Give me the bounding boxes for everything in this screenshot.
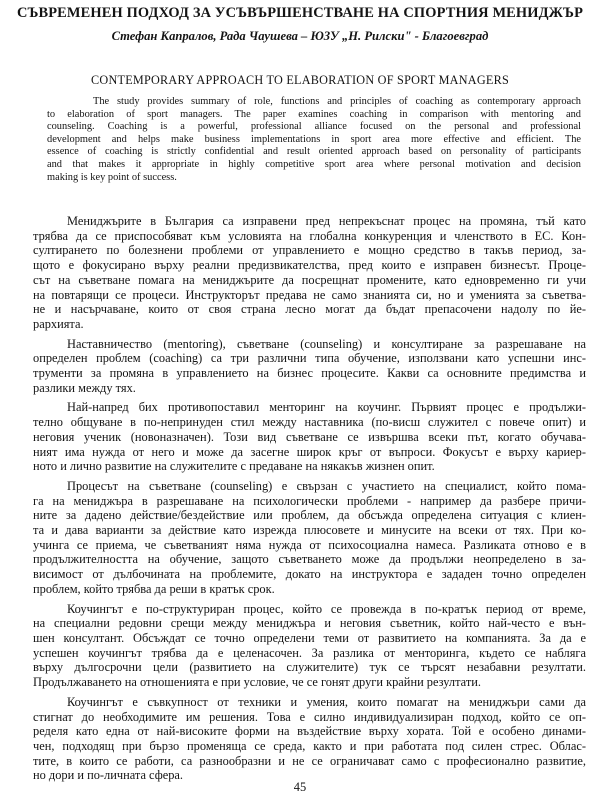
body-line: на повтарящи се процеси. Инструкторът предава не само знанията си, но и уменията за съветва- xyxy=(33,287,586,302)
body-line: султирането по болезнени проблеми от управлението е мощно средство в такъв период, за- xyxy=(33,243,586,258)
body-line: стигнат до необходимите им решения. Това е силно индивидуализиран подход, който се оп- xyxy=(33,709,586,724)
body-line: тите, в които се работи, са разнообразни и не се ограничават само с професионално развитие, xyxy=(33,753,586,768)
body-line: ределя като една от най-високите форми на въздействие върху хората. Той е особено динами- xyxy=(33,724,586,739)
body-paragraph xyxy=(33,400,586,474)
abstract-line: and that makes it appropriate in highly competitive sport area where personal motivation and decision xyxy=(47,158,581,170)
body-line: ното и лично развитие на служителите с предаване на някакъв жизнен опит. xyxy=(33,459,435,474)
body-line: ният има нужда от него и може да засегне широк кръг от въпроси. Фокусът е върху кариер- xyxy=(33,444,586,459)
abstract-line: counseling. Coaching is a powerful, professional alliance focused on the personal and professional xyxy=(47,121,581,133)
body-line: Коучингът е по-структуриран процес, който се провежда в по-кратък период от време, xyxy=(67,601,586,616)
body-line: Продължаването на отношенията е при условие, че се гонят други крайни резултати. xyxy=(33,675,482,690)
body-line: трябва да се приспособяват към условията на глобална конкуренция и членството в ЕС. Кон- xyxy=(33,228,586,243)
body-line: разлики между тях. xyxy=(33,380,136,395)
body-line: Коучингът е съвкупност от техники и умения, които помагат на мениджъри сами да xyxy=(67,694,586,709)
body-line: проблем, който трябва да реши в кратък срок. xyxy=(33,581,275,596)
body-paragraph xyxy=(33,337,586,396)
body-line: учинга се приема, че съветваният няма нужда от психосоциална намеса. Разликата отново е в xyxy=(33,537,586,552)
body-line: Процесът на съветване (counseling) е свързан с участието на специалист, който пома- xyxy=(67,478,586,493)
body-line: успешен коучингът трябва да е целенасочен. За разлика от менторинга, където се наблягa xyxy=(33,645,586,660)
body-line: неговия ученик (новоназначен). Този вид съветване се извършва всеки път, когато обучава- xyxy=(33,429,586,444)
abstract-paragraph xyxy=(47,96,581,184)
article-title: СЪВРЕМЕНЕН ПОДХОД ЗА УСЪВЪРШЕНСТВАНЕ НА СПОРТНИЯ МЕНИДЖЪР xyxy=(16,5,584,21)
body-line: га на мениджъра в разрешаване на психологически проблеми - например да разбере причи- xyxy=(33,493,586,508)
body-line: висимост от дълбочината на проблемите, докато на инструктора е зададен точно определен xyxy=(33,567,586,582)
body-paragraph xyxy=(33,695,586,783)
body-line: Мениджърите в България са изправени пред непрекъснат процес на промяна, тъй като xyxy=(67,214,586,228)
body-line: определен проблем (coaching) са три различни типа обучение, използвани като успешни инс- xyxy=(33,351,586,366)
body-paragraph xyxy=(33,479,586,597)
abstract-line: making is key point of success. xyxy=(47,171,177,183)
article-authors: Стефан Капралов, Рада Чаушева – ЮЗУ „Н. Рилски" - Благоевград xyxy=(111,29,489,43)
body-line: не и насърчаване, които от своя страна лесно могат да бъдат препасочени надолу по йе- xyxy=(33,302,586,317)
abstract-line: essence of coaching is strictly confidential and result oriented approach based on personality of participants xyxy=(47,146,581,158)
body-line: но дори и по-личната сфера. xyxy=(33,768,184,783)
body-line: продължителността на обучение, защото съветването може да продължи неопределено в за- xyxy=(33,552,586,567)
body-line: трументи за промяна в управлението на бизнес процесите. Какви са основните предимства и xyxy=(33,366,586,381)
page-number: 45 xyxy=(293,780,307,794)
body-paragraph xyxy=(33,602,586,690)
abstract-line: The study provides summary of role, functions and principles of coaching as contemporary approach xyxy=(93,96,581,107)
body-line: върху дългосрочни цели (развитието на служителите) тук се търсят незабавни резултати. xyxy=(33,660,586,675)
body-line: чен, подходящ при бързо променяща се среда, както и при работата под силен стрес. Облас- xyxy=(33,738,586,753)
body-line: та и дава варианти за действие като изрежда плюсовете и минусите на всеки от тях. При ко- xyxy=(33,523,586,538)
body-line: щото е фокусирано върху реални предизвикателства, пред които е изправен бизнесът. Проце- xyxy=(33,258,586,273)
article-body xyxy=(33,214,586,783)
body-line: шен консултант. Обсъждат се точно определени теми от развитието на компанията. За да е xyxy=(33,630,586,645)
body-line: рархията. xyxy=(33,316,84,331)
abstract-line: to elaboration of sport managers. The paper examines coaching in comparison with mentoring and xyxy=(47,108,581,120)
body-line: телно общуване в по-непринуден стил между наставника (по-висш служител с повече опит) и xyxy=(33,415,586,430)
body-line: на специални редовни срещи между мениджъра и неговия съветник, който най-често е вън- xyxy=(33,616,586,631)
abstract-title: CONTEMPORARY APPROACH TO ELABORATION OF SPORT MANAGERS xyxy=(91,73,509,87)
body-line: сът на съветване помага на мениджърите да посрещнат промените, като едновременно ги учи xyxy=(33,272,586,287)
body-line: Наставничество (mentoring), съветване (counseling) и консултиране за разрешаване на xyxy=(67,336,586,351)
body-line: Най-напред бих противопоставил менторинг на коучинг. Първият процес е продължи- xyxy=(67,400,586,415)
body-paragraph xyxy=(33,214,586,332)
abstract-line: development and helps make business implementations in sport area more effective and efficient. The xyxy=(47,133,581,145)
body-line: ните за дадено действие/бездействие или проблем, да обсъжда определена ситуация с клиен- xyxy=(33,508,586,523)
